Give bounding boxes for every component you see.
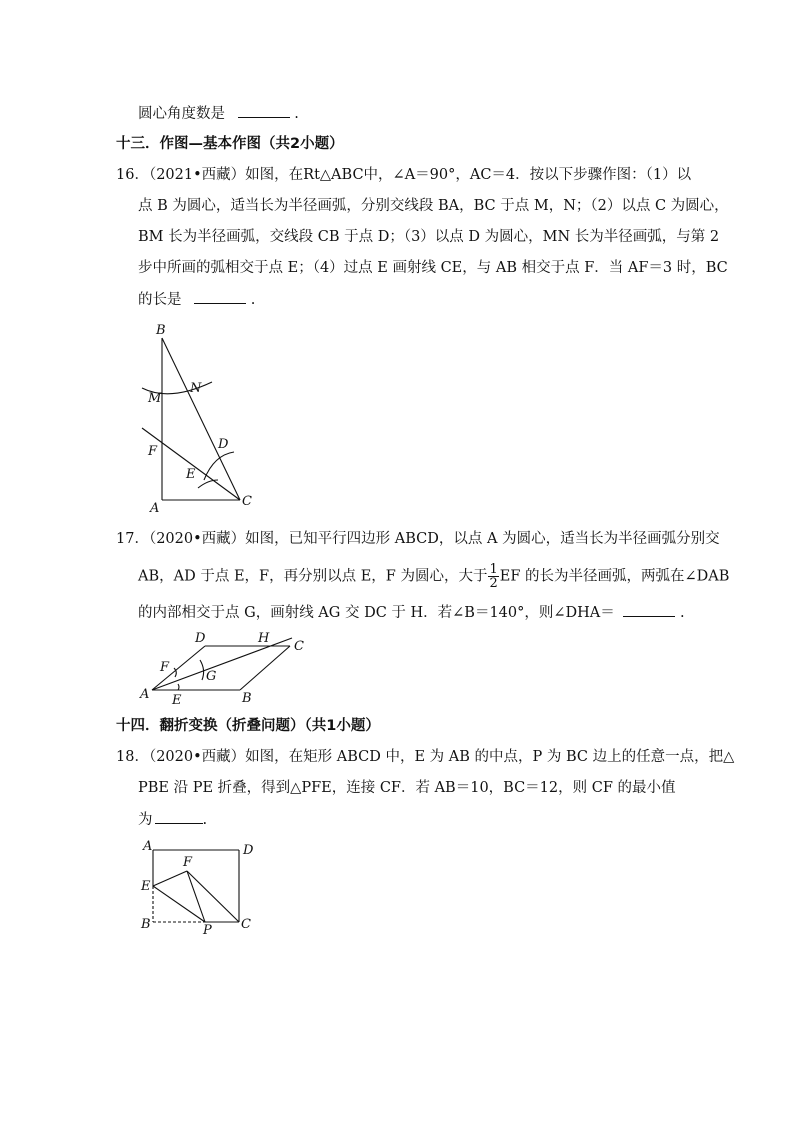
q18-line-3-suffix: . — [202, 812, 208, 828]
label-a: A — [140, 687, 150, 702]
q17-line-1: 17．（2020•西藏）如图，已知平行四边形 ABCD，以点 A 为圆心，适当长为半径画弧分别交 — [116, 531, 720, 547]
label-f: F — [148, 444, 158, 459]
top-line-prefix: 圆心角度数是 — [138, 106, 225, 122]
q18-answer-blank[interactable] — [155, 809, 203, 824]
label-b: B — [242, 691, 252, 706]
label-d: D — [195, 631, 206, 646]
q16-line-5-suffix: . — [250, 292, 256, 308]
label-d: D — [243, 843, 254, 858]
segment-bc — [162, 338, 240, 500]
top-line — [138, 103, 299, 124]
q17-line-3 — [138, 602, 685, 623]
q18-line-3 — [138, 809, 207, 830]
label-m: M — [148, 391, 162, 406]
q17-line-2 — [138, 563, 729, 590]
q17-answer-blank[interactable] — [623, 602, 675, 617]
fraction-denominator: 2 — [489, 576, 498, 591]
label-g: G — [206, 669, 217, 684]
q18-line-3-prefix: 为 — [138, 812, 153, 828]
arc-e — [178, 684, 179, 690]
q16-line-3: BM 长为半径画弧，交线段 CB 于点 D；（3）以点 D 为圆心，MN 长为半径画弧，与第 2 — [138, 229, 720, 245]
label-e: E — [172, 693, 182, 708]
label-f: F — [183, 855, 193, 870]
label-a: A — [150, 501, 160, 516]
label-n: N — [190, 381, 202, 396]
answer-blank[interactable] — [238, 103, 290, 118]
q16-line-5-prefix: 的长是 — [138, 292, 182, 308]
section-14-title: 十四．翻折变换（折叠问题）（共1小题） — [116, 718, 380, 734]
q18-figure — [135, 838, 265, 938]
segment-ef — [153, 871, 187, 886]
label-c: C — [294, 639, 304, 654]
q16-answer-blank[interactable] — [194, 289, 246, 304]
q17-line-3-suffix: . — [680, 605, 685, 621]
label-c: C — [241, 917, 251, 932]
q16-figure — [130, 320, 260, 515]
arc-g — [200, 660, 204, 680]
section-13-title: 十三．作图—基本作图（共2小题） — [116, 136, 344, 152]
label-a: A — [143, 839, 153, 854]
q16-line-1: 16．（2021•西藏）如图，在Rt△ABC中，∠A＝90°，AC＝4．按以下步骤作图：（1）以 — [116, 167, 692, 183]
label-h: H — [258, 631, 270, 646]
fraction-one-half — [488, 563, 498, 590]
label-b: B — [156, 323, 166, 338]
label-f: F — [160, 660, 170, 675]
segment-bc — [240, 646, 290, 690]
fraction-numerator: 1 — [489, 562, 498, 577]
label-e: E — [141, 879, 151, 894]
segment-ep — [153, 886, 205, 922]
q17-line-3-text: 的内部相交于点 G，画射线 AG 交 DC 于 H．若∠B＝140°，则∠DHA＝ — [138, 605, 615, 621]
label-d: D — [218, 437, 229, 452]
label-p: P — [203, 923, 212, 938]
label-c: C — [242, 494, 252, 509]
top-line-suffix: . — [294, 106, 299, 122]
q16-line-5 — [138, 289, 255, 310]
q16-line-4: 步中所画的弧相交于点 E；（4）过点 E 画射线 CE，与 AB 相交于点 F．当 AF＝3 时，BC — [138, 260, 728, 276]
q18-line-2: PBE 沿 PE 折叠，得到△PFE，连接 CF．若 AB＝10，BC＝12，则 CF 的最小值 — [138, 780, 676, 796]
segment-fp — [187, 871, 205, 922]
q16-line-2: 点 B 为圆心，适当长为半径画弧，分别交线段 BA，BC 于点 M，N；（2）以点 C 为圆心， — [138, 198, 729, 214]
q18-line-1: 18．（2020•西藏）如图，在矩形 ABCD 中，E 为 AB 的中点，P 为 BC 边上的任意一点，把△ — [116, 749, 735, 765]
label-b: B — [141, 917, 151, 932]
q17-figure — [140, 630, 320, 710]
q17-line-2-post: EF 的长为半径画弧，两弧在∠DAB — [499, 568, 730, 585]
arc-f — [174, 668, 176, 677]
label-e: E — [186, 467, 196, 482]
q17-line-2-pre: AB，AD 于点 E，F，再分别以点 E，F 为圆心，大于 — [138, 568, 488, 585]
